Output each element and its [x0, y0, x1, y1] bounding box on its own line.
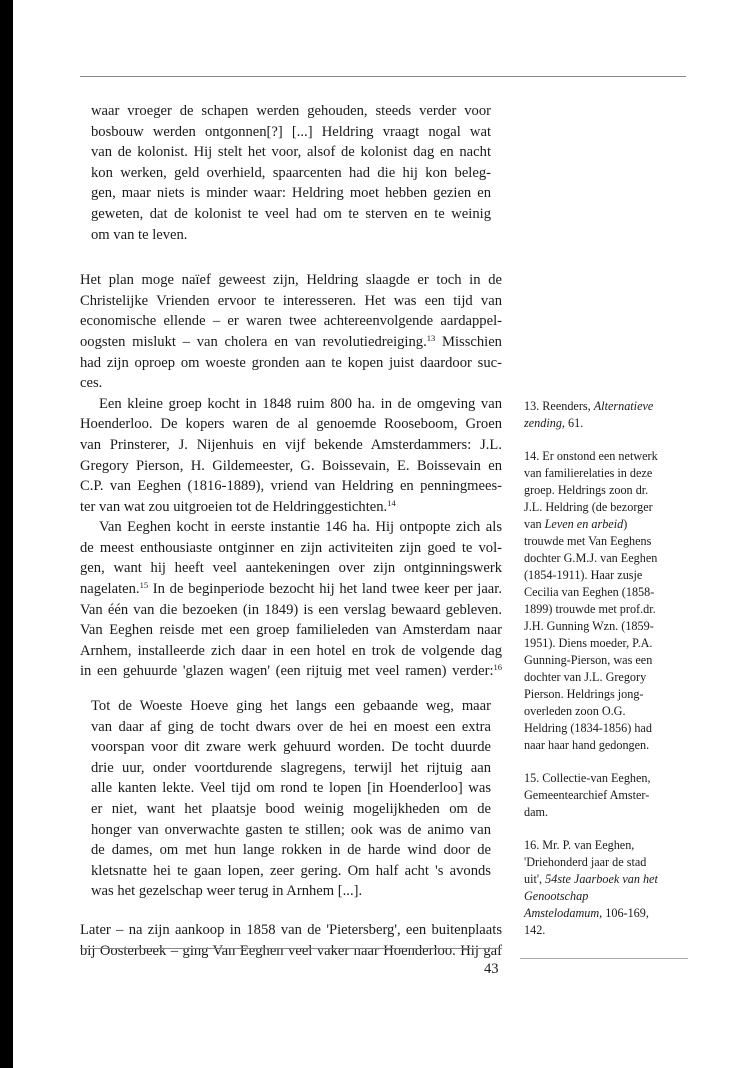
text-line: gen, maar niets is minder waar: Heldring moet hebben gezien en: [91, 185, 491, 202]
text-line: J.H. Gunning Wzn. (1859-: [524, 619, 654, 633]
text-line: ces.: [80, 375, 103, 392]
text-line: [524, 888, 704, 905]
footer-rule: [80, 948, 502, 949]
text-line: 15. Collectie-van Eeghen,: [524, 771, 651, 785]
text-line: groep. Heldrings zoon dr.: [524, 483, 649, 497]
footnote-13: [524, 398, 704, 432]
text-line: dam.: [524, 805, 549, 819]
footnote-ref-14[interactable]: 14: [387, 497, 396, 508]
footnote-ref-15[interactable]: 15: [139, 580, 149, 591]
text-line: Christelijke Vrienden ervoor te interesseren. Het was een tijd van: [80, 292, 502, 309]
header-rule: [80, 76, 686, 77]
footnotes-column: [524, 398, 704, 955]
footnote-15: [524, 770, 704, 821]
italic-title: Alternatieve: [593, 399, 654, 413]
text-line: er niet, want het plaatsje bood weinig mogelijkheden om de: [91, 801, 491, 817]
text-line: 1899) trouwde met prof.dr.: [524, 602, 656, 616]
text-segment: In de beginperiode bezocht hij het land twee keer per jaar.: [148, 581, 502, 598]
text-line: dochter van J.L. Gregory: [524, 670, 647, 684]
text-segment: 13. Reenders,: [524, 399, 594, 413]
text-line: Pierson. Heldrings jong-: [524, 687, 644, 701]
text-line: Gregory Pierson, H. Gildemeester, G. Boissevain, E. Boissevain en: [80, 457, 502, 474]
text-line: [524, 516, 704, 533]
main-text-column: [80, 101, 502, 961]
text-segment: ): [623, 517, 628, 531]
italic-title: 54ste Jaarboek van het: [542, 872, 658, 886]
text-line: kletsnatte hei te gaan lopen, zeer gering. Om half acht 's avonds: [91, 862, 491, 879]
text-line: [524, 398, 704, 415]
text-line: [80, 332, 502, 353]
footnote-14: [524, 448, 704, 754]
text-line: Van Eeghen reisde met een groep familieleden van Amsterdam naar: [80, 622, 502, 639]
text-line: Cecilia van Eeghen (1858-: [524, 585, 655, 599]
text-line: C.P. van Eeghen (1816-1889), vriend van Heldring en penningmees-: [80, 478, 502, 495]
text-line: alle kanten lekte. Veel tijd om rond te lopen [in Hoenderloo] was: [91, 780, 491, 797]
footnote-ref-13[interactable]: 13: [426, 332, 436, 343]
text-line: drie uur, onder voortdurende slagregens, terwijl het rijtuig aan: [91, 759, 491, 776]
text-line: [80, 579, 502, 600]
text-line: van Prinsterer, J. Nijenhuis en vijf bekende Amsterdammers: J.L.: [80, 436, 502, 453]
italic-title: zending,: [524, 416, 565, 430]
text-line: Tot de Woeste Hoeve ging het langs een gebaande weg, maar: [91, 698, 491, 715]
text-line: Van Eeghen kocht in eerste instantie 146 ha. Hij ontpopte zich als: [99, 519, 502, 536]
paragraph-3: [80, 517, 502, 682]
text-line: had zijn oproep om woeste gronden aan te kopen juist daardoor suc-: [80, 354, 502, 371]
block-quote-1: [80, 101, 502, 245]
text-line: 14. Er onstond een netwerk: [524, 449, 658, 463]
text-segment: in een gehuurde 'glazen wagen' (een rijtuig met veel ramen) verder:: [80, 663, 494, 680]
text-line: dochter G.M.J. van Eeghen: [524, 551, 658, 565]
text-line: 142.: [524, 923, 546, 937]
text-segment: 106-169,: [602, 906, 649, 920]
text-line: was het gezelschap weer terug in Arnhem [...].: [91, 883, 363, 900]
text-line: Het plan moge naïef geweest zijn, Heldring slaagde er toch in de: [80, 272, 502, 289]
text-segment: ter van wat zou uitgroeien tot de Heldringgestichten.: [80, 498, 388, 515]
binding-edge: [0, 0, 13, 1068]
text-line: (1854-1911). Haar zusje: [524, 568, 643, 582]
italic-title: Amstelodamum,: [524, 906, 603, 920]
text-line: economische ellende – er waren twee achtereenvolgende aardappel-: [80, 313, 502, 330]
text-line: van daar af ging de tocht dwars over de hei en moest een extra: [91, 718, 491, 735]
text-segment: oogsten mislukt – van cholera en van revolutiedreiging.: [80, 333, 427, 350]
paragraph-2: [80, 394, 502, 518]
text-segment: van: [524, 517, 545, 531]
text-line: Hoenderloo. De kopers waren de al genoemde Rooseboom, Groen: [80, 416, 502, 433]
text-line: 1951). Diens moeder, P.A.: [524, 636, 653, 650]
text-line: de dames, om met hun lange rokken in de harde wind door de: [91, 842, 491, 859]
text-line: naar haar hand gedongen.: [524, 738, 650, 752]
page-number: 43: [484, 961, 499, 977]
text-line: honger van onverwachte gasten te stillen; ook was de animo van: [91, 821, 491, 838]
italic-title: Leven en arbeid: [544, 517, 624, 531]
text-line: [524, 415, 704, 432]
text-segment: Misschien: [435, 333, 502, 350]
text-line: van de kolonist. Hij stelt het voor, alsof de kolonist dag en nacht: [91, 144, 491, 161]
text-line: Van één van die bezoeken (in 1849) is een verslag bewaard gebleven.: [80, 601, 502, 618]
text-line: bij Oosterbeek – ging Van Eeghen veel vaker naar Hoenderloo. Hij gaf: [80, 942, 502, 959]
text-segment: uit',: [524, 872, 543, 886]
block-quote-2: [80, 696, 502, 902]
footnote-rule: [520, 958, 688, 959]
text-line: Arnhem, installeerde zich daar in een hotel en trok de volgende dag: [80, 642, 502, 659]
text-line: Later – na zijn aankoop in 1858 van de 'Pietersberg', een buitenplaats: [80, 921, 502, 938]
text-line: J.L. Heldring (de bezorger: [524, 500, 653, 514]
paragraph-1: [80, 270, 502, 394]
footnote-ref-16[interactable]: 16: [493, 662, 502, 673]
text-line: overleden zoon O.G.: [524, 704, 626, 718]
text-line: Een kleine groep kocht in 1848 ruim 800 ha. in de omgeving van: [99, 395, 502, 412]
text-segment: 61.: [564, 416, 584, 430]
text-line: Heldring (1834-1856) had: [524, 721, 652, 735]
text-line: trouwde met Van Eeghens: [524, 534, 652, 548]
text-line: gen, want hij heeft veel aantekeningen over zijn ontginningswerk: [80, 560, 502, 577]
paragraph-4: [80, 920, 502, 961]
text-line: [80, 497, 502, 518]
text-line: de meest enthousiaste ontginner en zijn activiteiten zijn goed te vol-: [80, 539, 502, 556]
text-line: [524, 871, 704, 888]
text-line: [80, 661, 502, 682]
text-line: van familierelaties in deze: [524, 466, 653, 480]
text-line: geweten, dat de kolonist te veel had om te sterven en te weinig: [91, 205, 491, 222]
text-line: 'Driehonderd jaar de stad: [524, 855, 647, 869]
text-line: Gemeentearchief Amster-: [524, 788, 650, 802]
text-line: waar vroeger de schapen werden gehouden, steeds verder voor: [91, 103, 491, 119]
text-line: voorspan voor dit zware werk gehuurd worden. De tocht duurde: [91, 739, 491, 756]
text-line: 16. Mr. P. van Eeghen,: [524, 838, 635, 852]
text-line: [524, 905, 704, 922]
text-segment: nagelaten.: [80, 581, 140, 598]
text-line: Gunning-Pierson, was een: [524, 653, 653, 667]
text-line: kon werken, geld overhield, spaarcenten had die hij kon beleg-: [91, 164, 491, 181]
text-line: om van te leven.: [91, 226, 188, 243]
italic-title: Genootschap: [524, 889, 589, 903]
footnote-16: [524, 837, 704, 939]
text-line: bosbouw werden ontgonnen[?] [...] Heldring vraagt nogal wat: [91, 123, 491, 140]
